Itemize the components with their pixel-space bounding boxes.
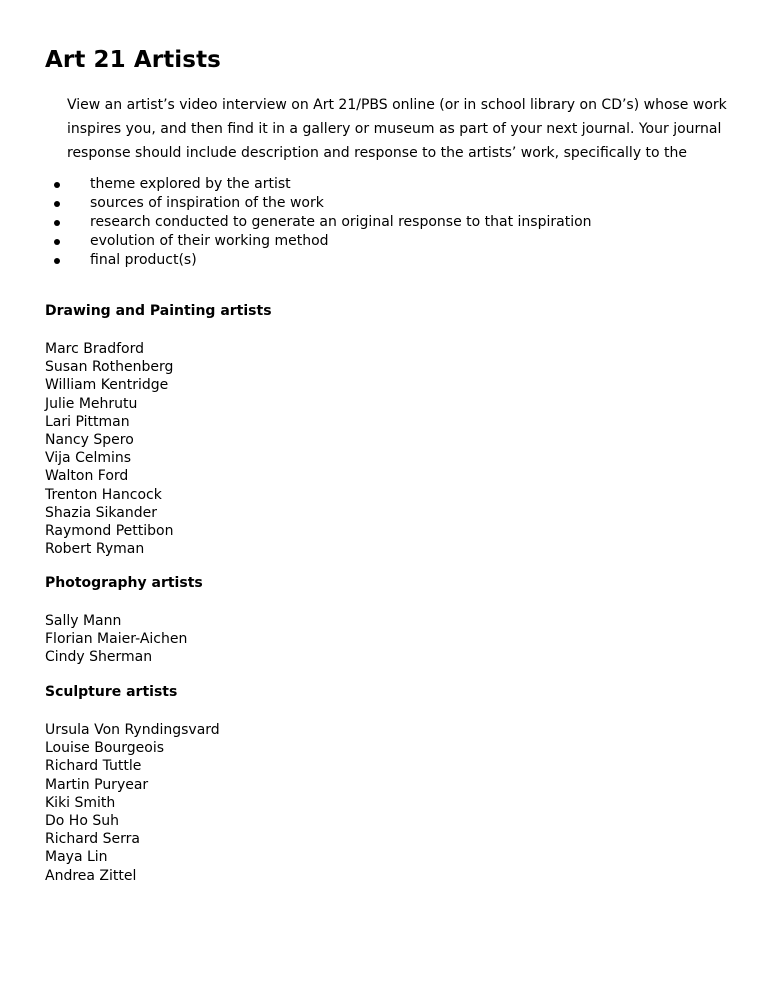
bullet-dot-icon <box>54 201 60 207</box>
artist-name: Martin Puryear <box>45 776 149 793</box>
drawing-painting-heading: Drawing and Painting artists <box>45 303 272 319</box>
artist-name: Andrea Zittel <box>45 867 137 884</box>
photography-heading: Photography artists <box>45 575 203 591</box>
artist-name: Nancy Spero <box>45 432 134 449</box>
artist-name: Maya Lin <box>45 849 108 866</box>
artist-name: Shazia Sikander <box>45 504 157 521</box>
drawing-painting-artist-list <box>45 340 173 558</box>
artist-name: Robert Ryman <box>45 541 145 558</box>
criteria-list <box>54 175 592 270</box>
intro-line: View an artist’s video interview on Art 21/PBS online (or in school library on CD’s) whose work <box>67 97 727 113</box>
artist-name: Do Ho Suh <box>45 813 119 830</box>
artist-name: Richard Tuttle <box>45 758 142 775</box>
artist-name: Susan Rothenberg <box>45 359 174 376</box>
criteria-item <box>54 213 592 232</box>
bullet-dot-icon <box>54 239 60 245</box>
artist-name: Florian Maier-Aichen <box>45 631 188 648</box>
artist-name: Richard Serra <box>45 831 140 848</box>
artist-name: Kiki Smith <box>45 794 116 811</box>
intro-line: response should include description and response to the artists’ work, specifically to the <box>67 145 688 161</box>
artist-name: Ursula Von Ryndingsvard <box>45 722 220 738</box>
artist-name: Lari Pittman <box>45 413 130 430</box>
sculpture-artist-list <box>45 721 220 885</box>
artist-name: Raymond Pettibon <box>45 523 174 540</box>
criteria-text: sources of inspiration of the work <box>90 195 324 211</box>
intro-line: inspires you, and then find it in a gallery or museum as part of your next journal. Your journal <box>67 121 722 137</box>
intro-paragraph <box>67 93 735 165</box>
artist-name: Vija Celmins <box>45 450 132 467</box>
artist-name: Julie Mehrutu <box>45 395 138 412</box>
criteria-item <box>54 194 592 213</box>
artist-name: Marc Bradford <box>45 341 144 357</box>
artist-name: Walton Ford <box>45 468 129 485</box>
criteria-item <box>54 175 592 194</box>
artist-name: William Kentridge <box>45 377 169 394</box>
artist-name: Sally Mann <box>45 613 122 629</box>
artist-name: Trenton Hancock <box>45 486 162 503</box>
criteria-item <box>54 232 592 251</box>
bullet-dot-icon <box>54 182 60 188</box>
criteria-text: final product(s) <box>90 252 197 268</box>
page-title: Art 21 Artists <box>45 47 221 73</box>
artist-name: Louise Bourgeois <box>45 740 165 757</box>
photography-artist-list <box>45 612 187 667</box>
bullet-dot-icon <box>54 220 60 226</box>
artist-name: Cindy Sherman <box>45 649 153 666</box>
criteria-item <box>54 251 592 270</box>
criteria-text: research conducted to generate an original response to that inspiration <box>90 214 592 230</box>
bullet-dot-icon <box>54 258 60 264</box>
sculpture-heading: Sculpture artists <box>45 684 178 700</box>
criteria-text: evolution of their working method <box>90 233 329 249</box>
criteria-text: theme explored by the artist <box>90 176 291 192</box>
